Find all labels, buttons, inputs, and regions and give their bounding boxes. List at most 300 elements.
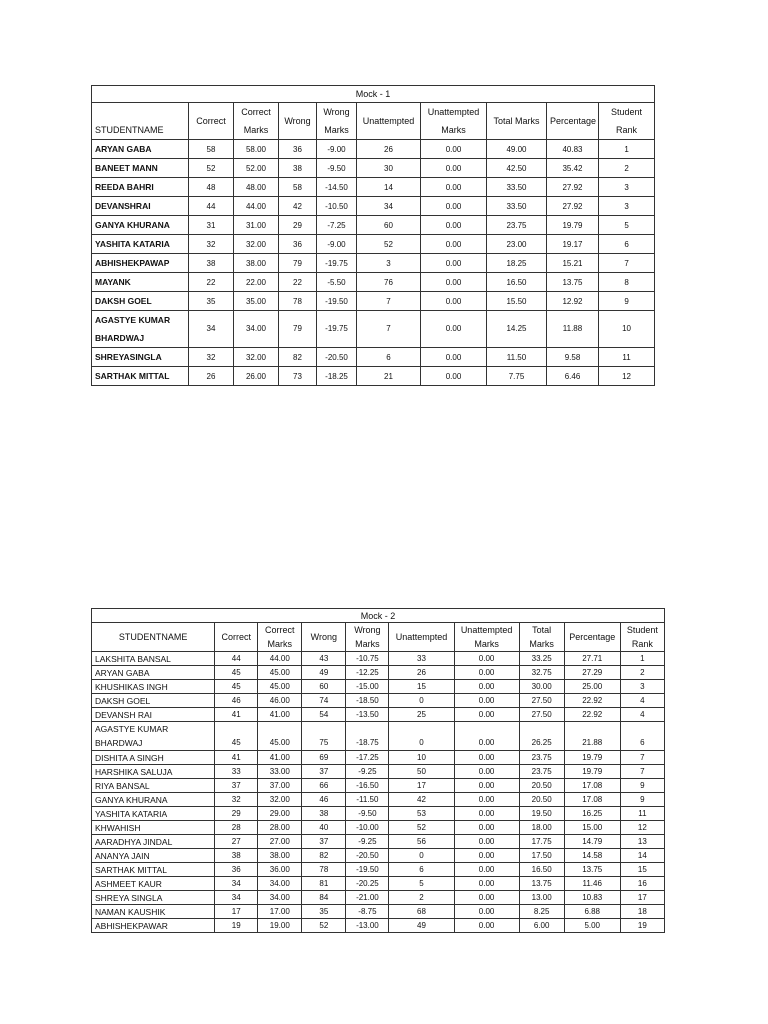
score-cell: 27.29 xyxy=(564,666,620,680)
score-cell: 22.92 xyxy=(564,694,620,708)
column-header-unattempted: Unattempted xyxy=(389,623,454,652)
score-cell: 35 xyxy=(302,905,346,919)
score-cell: 37 xyxy=(215,779,258,793)
score-cell: 32.00 xyxy=(234,235,279,254)
score-cell: 35.00 xyxy=(234,292,279,311)
score-cell: 44 xyxy=(189,197,234,216)
score-cell: 42 xyxy=(389,793,454,807)
score-cell: 38 xyxy=(189,254,234,273)
score-cell: 29 xyxy=(215,807,258,821)
score-cell: 13.75 xyxy=(547,273,599,292)
score-cell: 17 xyxy=(389,779,454,793)
mock-1-title-row xyxy=(92,86,655,103)
score-cell: 53 xyxy=(389,807,454,821)
score-cell: 33 xyxy=(389,652,454,666)
score-cell: 44 xyxy=(215,652,258,666)
score-cell: 60 xyxy=(357,216,421,235)
score-cell: 33 xyxy=(215,765,258,779)
table-row xyxy=(92,793,665,807)
score-cell: 14.58 xyxy=(564,849,620,863)
score-cell: 7 xyxy=(357,311,421,348)
score-cell: 52.00 xyxy=(234,159,279,178)
score-cell: 6 xyxy=(620,722,664,751)
score-cell: 9 xyxy=(620,779,664,793)
score-cell: 41.00 xyxy=(258,751,302,765)
score-cell: 41 xyxy=(215,708,258,722)
score-cell: 43 xyxy=(302,652,346,666)
score-cell: 82 xyxy=(302,849,346,863)
student-name-cell: LAKSHITA BANSAL xyxy=(92,652,215,666)
student-name-cell: ANANYA JAIN xyxy=(92,849,215,863)
score-cell: 9 xyxy=(599,292,655,311)
score-cell: 11.46 xyxy=(564,877,620,891)
score-cell: 0.00 xyxy=(454,722,519,751)
score-cell: 5.00 xyxy=(564,919,620,933)
score-cell: 0.00 xyxy=(454,821,519,835)
score-cell: 28.00 xyxy=(258,821,302,835)
table-row xyxy=(92,140,655,159)
score-cell: 16.50 xyxy=(519,863,564,877)
score-cell: 0.00 xyxy=(454,652,519,666)
score-cell: 9 xyxy=(620,793,664,807)
score-cell: -20.50 xyxy=(317,348,357,367)
score-cell: 34.00 xyxy=(258,877,302,891)
column-header-wrong: Wrong xyxy=(279,103,317,140)
score-cell: -7.25 xyxy=(317,216,357,235)
score-cell: 5 xyxy=(389,877,454,891)
score-cell: 40.83 xyxy=(547,140,599,159)
score-cell: 44.00 xyxy=(258,652,302,666)
column-header-student-rank: Student Rank xyxy=(599,103,655,140)
score-cell: 26 xyxy=(357,140,421,159)
score-cell: 6.46 xyxy=(547,367,599,386)
score-cell: 42 xyxy=(279,197,317,216)
score-cell: 18.25 xyxy=(487,254,547,273)
score-cell: -11.50 xyxy=(346,793,389,807)
score-cell: 38 xyxy=(302,807,346,821)
score-cell: 32 xyxy=(215,793,258,807)
score-cell: 28 xyxy=(215,821,258,835)
score-cell: 8 xyxy=(599,273,655,292)
score-cell: 0.00 xyxy=(454,779,519,793)
score-cell: 2 xyxy=(620,666,664,680)
score-cell: 14.79 xyxy=(564,835,620,849)
score-cell: 0 xyxy=(389,694,454,708)
score-cell: 46 xyxy=(302,793,346,807)
student-name-cell: KHWAHISH xyxy=(92,821,215,835)
score-cell: 73 xyxy=(279,367,317,386)
score-cell: 32.00 xyxy=(234,348,279,367)
score-cell: 0.00 xyxy=(454,905,519,919)
score-cell: 0.00 xyxy=(454,680,519,694)
score-cell: -9.25 xyxy=(346,835,389,849)
score-cell: 18 xyxy=(620,905,664,919)
column-header-unattempted-marks: Unattempted Marks xyxy=(421,103,487,140)
table-row xyxy=(92,807,665,821)
score-cell: 19.17 xyxy=(547,235,599,254)
score-cell: 60 xyxy=(302,680,346,694)
mock-1-table xyxy=(91,85,655,386)
score-cell: 0.00 xyxy=(421,159,487,178)
score-cell: 6 xyxy=(599,235,655,254)
score-cell: 69 xyxy=(302,751,346,765)
score-cell: 7.75 xyxy=(487,367,547,386)
table-row xyxy=(92,367,655,386)
score-cell: 4 xyxy=(620,694,664,708)
score-cell: 37 xyxy=(302,835,346,849)
student-name-cell: GANYA KHURANA xyxy=(92,793,215,807)
score-cell: 45 xyxy=(215,666,258,680)
student-name-cell: DISHITA A SINGH xyxy=(92,751,215,765)
student-name-cell: DEVANSHRAI xyxy=(92,197,189,216)
score-cell: -16.50 xyxy=(346,779,389,793)
score-cell: 0.00 xyxy=(454,765,519,779)
score-cell: 17 xyxy=(215,905,258,919)
table-row xyxy=(92,694,665,708)
score-cell: 3 xyxy=(620,680,664,694)
score-cell: 15.00 xyxy=(564,821,620,835)
table-row xyxy=(92,652,665,666)
score-cell: 21.88 xyxy=(564,722,620,751)
student-name-cell: AGASTYE KUMAR BHARDWAJ xyxy=(92,722,215,751)
score-cell: -17.25 xyxy=(346,751,389,765)
score-cell: 0.00 xyxy=(454,751,519,765)
column-header-studentname: STUDENTNAME xyxy=(92,103,189,140)
score-cell: 0.00 xyxy=(421,348,487,367)
score-cell: 0.00 xyxy=(421,367,487,386)
student-name-cell: DAKSH GOEL xyxy=(92,292,189,311)
student-name-cell: GANYA KHURANA xyxy=(92,216,189,235)
score-cell: 26 xyxy=(389,666,454,680)
score-cell: 38.00 xyxy=(234,254,279,273)
score-cell: 45.00 xyxy=(258,666,302,680)
score-cell: 19.50 xyxy=(519,807,564,821)
score-cell: 0 xyxy=(389,849,454,863)
student-name-cell: NAMAN KAUSHIK xyxy=(92,905,215,919)
score-cell: 75 xyxy=(302,722,346,751)
score-cell: 9.58 xyxy=(547,348,599,367)
table-row xyxy=(92,235,655,254)
score-cell: 45.00 xyxy=(258,680,302,694)
score-cell: 36 xyxy=(279,235,317,254)
mock-1-title: Mock - 1 xyxy=(92,86,655,103)
table-row xyxy=(92,877,665,891)
student-name-cell: SARTHAK MITTAL xyxy=(92,367,189,386)
column-header-studentname: STUDENTNAME xyxy=(92,623,215,652)
score-cell: 0.00 xyxy=(454,694,519,708)
score-cell: -13.00 xyxy=(346,919,389,933)
score-cell: -18.50 xyxy=(346,694,389,708)
mock-2-title: Mock - 2 xyxy=(92,609,665,623)
student-name-cell: REEDA BAHRI xyxy=(92,178,189,197)
score-cell: 49.00 xyxy=(487,140,547,159)
table-row xyxy=(92,821,665,835)
table-row xyxy=(92,273,655,292)
column-header-wrong-marks: Wrong Marks xyxy=(346,623,389,652)
column-header-correct-marks: Correct Marks xyxy=(258,623,302,652)
score-cell: 12 xyxy=(620,821,664,835)
score-cell: -14.50 xyxy=(317,178,357,197)
score-cell: 0.00 xyxy=(421,235,487,254)
score-cell: 58.00 xyxy=(234,140,279,159)
mock-2-title-row xyxy=(92,609,665,623)
score-cell: 0.00 xyxy=(454,835,519,849)
score-cell: 25 xyxy=(389,708,454,722)
score-cell: 15 xyxy=(389,680,454,694)
score-cell: 46.00 xyxy=(258,694,302,708)
column-header-unattempted-marks: Unattempted Marks xyxy=(454,623,519,652)
score-cell: -19.75 xyxy=(317,311,357,348)
table-row xyxy=(92,292,655,311)
score-cell: -20.50 xyxy=(346,849,389,863)
score-cell: 79 xyxy=(279,311,317,348)
score-cell: 32.00 xyxy=(258,793,302,807)
score-cell: 4 xyxy=(620,708,664,722)
score-cell: 30 xyxy=(357,159,421,178)
student-name-cell: AARADHYA JINDAL xyxy=(92,835,215,849)
score-cell: 38 xyxy=(215,849,258,863)
score-cell: 12 xyxy=(599,367,655,386)
score-cell: 6.88 xyxy=(564,905,620,919)
column-header-unattempted: Unattempted xyxy=(357,103,421,140)
score-cell: 0.00 xyxy=(454,891,519,905)
student-name-cell: DEVANSH RAI xyxy=(92,708,215,722)
table-row xyxy=(92,905,665,919)
score-cell: 0.00 xyxy=(454,807,519,821)
student-name-cell: BANEET MANN xyxy=(92,159,189,178)
column-header-correct: Correct xyxy=(215,623,258,652)
score-cell: 12.92 xyxy=(547,292,599,311)
score-cell: 13.75 xyxy=(564,863,620,877)
score-cell: 42.50 xyxy=(487,159,547,178)
table-row xyxy=(92,708,665,722)
score-cell: -10.75 xyxy=(346,652,389,666)
table-row xyxy=(92,779,665,793)
score-cell: 68 xyxy=(389,905,454,919)
table-row xyxy=(92,891,665,905)
score-cell: 14 xyxy=(357,178,421,197)
score-cell: 34 xyxy=(215,891,258,905)
score-cell: 23.75 xyxy=(487,216,547,235)
score-cell: 76 xyxy=(357,273,421,292)
student-name-cell: ARYAN GABA xyxy=(92,666,215,680)
score-cell: 34.00 xyxy=(234,311,279,348)
score-cell: 27.92 xyxy=(547,197,599,216)
score-cell: 19.79 xyxy=(564,751,620,765)
score-cell: 10.83 xyxy=(564,891,620,905)
score-cell: 0.00 xyxy=(421,273,487,292)
score-cell: 0.00 xyxy=(421,311,487,348)
score-cell: 19 xyxy=(215,919,258,933)
score-cell: 41 xyxy=(215,751,258,765)
score-cell: 22 xyxy=(279,273,317,292)
score-cell: 7 xyxy=(357,292,421,311)
table-row xyxy=(92,751,665,765)
score-cell: 36 xyxy=(215,863,258,877)
score-cell: 11.88 xyxy=(547,311,599,348)
table-row xyxy=(92,765,665,779)
student-name-cell: SHREYA SINGLA xyxy=(92,891,215,905)
score-cell: 22.00 xyxy=(234,273,279,292)
score-cell: 45 xyxy=(215,680,258,694)
score-cell: 52 xyxy=(189,159,234,178)
score-cell: 14.25 xyxy=(487,311,547,348)
score-cell: 34.00 xyxy=(258,891,302,905)
score-cell: 0.00 xyxy=(421,216,487,235)
score-cell: 58 xyxy=(279,178,317,197)
mock-2-header-row xyxy=(92,623,665,652)
score-cell: 1 xyxy=(599,140,655,159)
score-cell: 0 xyxy=(389,722,454,751)
score-cell: 22.92 xyxy=(564,708,620,722)
student-name-cell: SHREYASINGLA xyxy=(92,348,189,367)
score-cell: 3 xyxy=(599,197,655,216)
score-cell: 36 xyxy=(279,140,317,159)
score-cell: 38 xyxy=(279,159,317,178)
column-header-correct: Correct xyxy=(189,103,234,140)
score-cell: 27.50 xyxy=(519,694,564,708)
score-cell: 2 xyxy=(599,159,655,178)
score-cell: -21.00 xyxy=(346,891,389,905)
score-cell: 6.00 xyxy=(519,919,564,933)
score-cell: 78 xyxy=(302,863,346,877)
score-cell: 74 xyxy=(302,694,346,708)
score-cell: 6 xyxy=(389,863,454,877)
score-cell: 79 xyxy=(279,254,317,273)
score-cell: 7 xyxy=(620,765,664,779)
score-cell: 18.00 xyxy=(519,821,564,835)
score-cell: 0.00 xyxy=(421,197,487,216)
score-cell: 36.00 xyxy=(258,863,302,877)
score-cell: 0.00 xyxy=(454,793,519,807)
score-cell: 0.00 xyxy=(454,877,519,891)
score-cell: 45.00 xyxy=(258,722,302,751)
score-cell: 48.00 xyxy=(234,178,279,197)
score-cell: 31.00 xyxy=(234,216,279,235)
table-row xyxy=(92,722,665,751)
score-cell: 8.25 xyxy=(519,905,564,919)
score-cell: -8.75 xyxy=(346,905,389,919)
score-cell: 16 xyxy=(620,877,664,891)
score-cell: 37 xyxy=(302,765,346,779)
score-cell: 2 xyxy=(389,891,454,905)
column-header-percentage: Percentage xyxy=(564,623,620,652)
mock-1-body xyxy=(92,140,655,386)
score-cell: 56 xyxy=(389,835,454,849)
score-cell: -18.75 xyxy=(346,722,389,751)
score-cell: 48 xyxy=(189,178,234,197)
score-cell: -19.75 xyxy=(317,254,357,273)
score-cell: 17.08 xyxy=(564,793,620,807)
score-cell: 81 xyxy=(302,877,346,891)
table-row xyxy=(92,216,655,235)
score-cell: 3 xyxy=(357,254,421,273)
score-cell: 40 xyxy=(302,821,346,835)
table-row xyxy=(92,348,655,367)
score-cell: -5.50 xyxy=(317,273,357,292)
score-cell: 30.00 xyxy=(519,680,564,694)
mock-2-body xyxy=(92,652,665,933)
score-cell: 0.00 xyxy=(454,849,519,863)
score-cell: 22 xyxy=(189,273,234,292)
score-cell: 52 xyxy=(357,235,421,254)
score-cell: 16.25 xyxy=(564,807,620,821)
score-cell: 78 xyxy=(279,292,317,311)
score-cell: 15.21 xyxy=(547,254,599,273)
score-cell: 5 xyxy=(599,216,655,235)
score-cell: 13.00 xyxy=(519,891,564,905)
score-cell: 16.50 xyxy=(487,273,547,292)
score-cell: -20.25 xyxy=(346,877,389,891)
score-cell: 41.00 xyxy=(258,708,302,722)
student-name-cell: HARSHIKA SALUJA xyxy=(92,765,215,779)
score-cell: 15 xyxy=(620,863,664,877)
score-cell: 54 xyxy=(302,708,346,722)
score-cell: 11 xyxy=(599,348,655,367)
table-row xyxy=(92,849,665,863)
score-cell: 19 xyxy=(620,919,664,933)
column-header-wrong: Wrong xyxy=(302,623,346,652)
score-cell: 23.00 xyxy=(487,235,547,254)
score-cell: 25.00 xyxy=(564,680,620,694)
score-cell: 1 xyxy=(620,652,664,666)
mock-2-table xyxy=(91,608,665,933)
score-cell: -19.50 xyxy=(317,292,357,311)
table-row xyxy=(92,254,655,273)
score-cell: 49 xyxy=(389,919,454,933)
score-cell: 44.00 xyxy=(234,197,279,216)
score-cell: 33.00 xyxy=(258,765,302,779)
score-cell: 3 xyxy=(599,178,655,197)
score-cell: 33.50 xyxy=(487,197,547,216)
score-cell: 0.00 xyxy=(454,708,519,722)
score-cell: 19.00 xyxy=(258,919,302,933)
score-cell: 58 xyxy=(189,140,234,159)
score-cell: 27 xyxy=(215,835,258,849)
score-cell: 0.00 xyxy=(454,666,519,680)
score-cell: -9.50 xyxy=(317,159,357,178)
score-cell: -18.25 xyxy=(317,367,357,386)
column-header-percentage: Percentage xyxy=(547,103,599,140)
column-header-wrong-marks: Wrong Marks xyxy=(317,103,357,140)
score-cell: 17 xyxy=(620,891,664,905)
mock-1-header-row xyxy=(92,103,655,140)
student-name-cell: RIYA BANSAL xyxy=(92,779,215,793)
score-cell: 31 xyxy=(189,216,234,235)
score-cell: 27.00 xyxy=(258,835,302,849)
score-cell: 0.00 xyxy=(421,292,487,311)
column-header-total-marks: Total Marks xyxy=(487,103,547,140)
student-name-cell: ABHISHEKPAWAP xyxy=(92,254,189,273)
column-header-correct-marks: Correct Marks xyxy=(234,103,279,140)
student-name-cell: DAKSH GOEL xyxy=(92,694,215,708)
score-cell: 35.42 xyxy=(547,159,599,178)
score-cell: 82 xyxy=(279,348,317,367)
score-cell: 45 xyxy=(215,722,258,751)
student-name-cell: ASHMEET KAUR xyxy=(92,877,215,891)
score-cell: 7 xyxy=(599,254,655,273)
score-cell: 11.50 xyxy=(487,348,547,367)
column-header-total-marks: Total Marks xyxy=(519,623,564,652)
score-cell: 0.00 xyxy=(421,140,487,159)
score-cell: 33.50 xyxy=(487,178,547,197)
score-cell: 15.50 xyxy=(487,292,547,311)
score-cell: 32 xyxy=(189,235,234,254)
score-cell: 13 xyxy=(620,835,664,849)
score-cell: 34 xyxy=(215,877,258,891)
score-cell: 34 xyxy=(189,311,234,348)
student-name-cell: ABHISHEKPAWAR xyxy=(92,919,215,933)
